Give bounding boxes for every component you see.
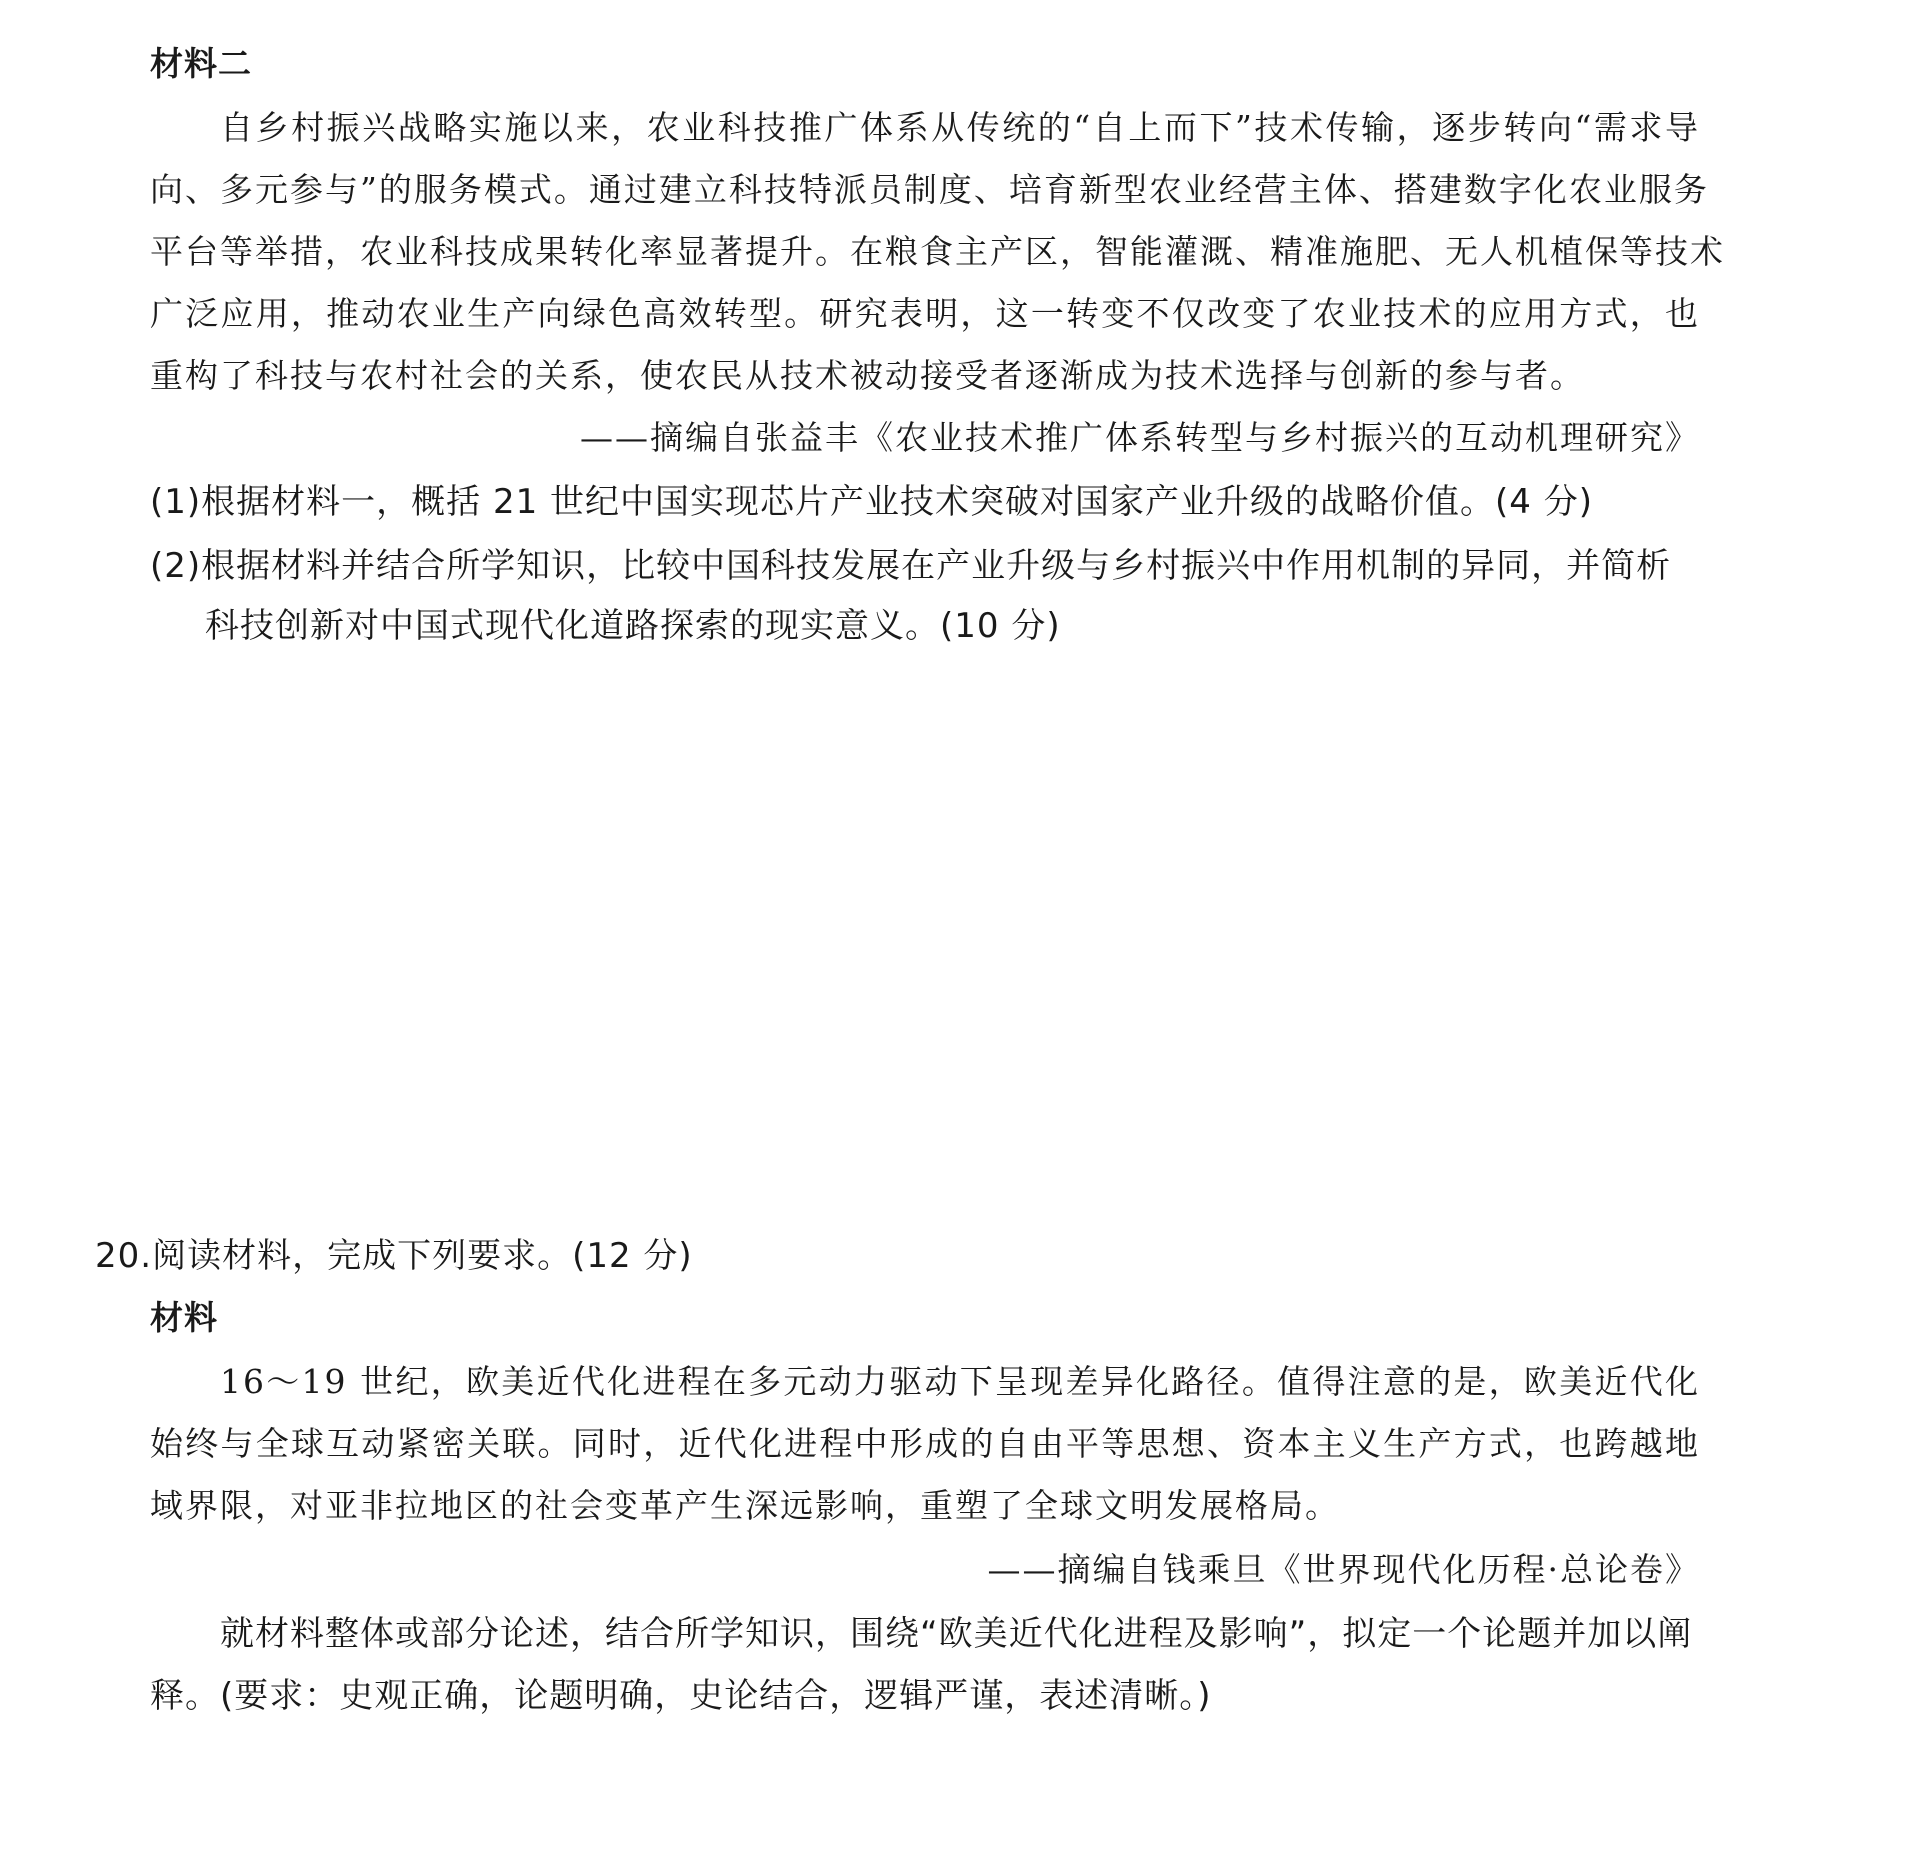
q20-material-line-2: 始终与全球互动紧密关联。同时，近代化进程中形成的自由平等思想、资本主义生产方式，也跨越地: [150, 1424, 1700, 1463]
q19-subquestion-1: (1)根据材料一，概括 21 世纪中国实现芯片产业技术突破对国家产业升级的战略价值。(4 分): [150, 482, 1594, 522]
q20-material-line-1: 16～19 世纪，欧美近代化进程在多元动力驱动下呈现差异化路径。值得注意的是，欧美近代化: [220, 1362, 1700, 1401]
q20-task-line-1: 就材料整体或部分论述，结合所学知识，围绕“欧美近代化进程及影响”，拟定一个论题并加以阐: [220, 1614, 1693, 1654]
material2-line-1: 自乡村振兴战略实施以来，农业科技推广体系从传统的“自上而下”技术传输，逐步转向“需求导: [220, 108, 1700, 147]
material2-source: ——摘编自张益丰《农业技术推广体系转型与乡村振兴的互动机理研究》: [580, 418, 1700, 457]
q19-subquestion-2-line-2: 科技创新对中国式现代化道路探索的现实意义。(10 分): [205, 606, 1061, 646]
q20-source: ——摘编自钱乘旦《世界现代化历程·总论卷》: [987, 1550, 1700, 1589]
q20-task-line-2: 释。(要求：史观正确，论题明确，史论结合，逻辑严谨，表述清晰。): [150, 1676, 1212, 1716]
q19-subquestion-2-line-1: (2)根据材料并结合所学知识，比较中国科技发展在产业升级与乡村振兴中作用机制的异同，并简析: [150, 546, 1672, 586]
material2-line-4: 广泛应用，推动农业生产向绿色高效转型。研究表明，这一转变不仅改变了农业技术的应用方式，也: [150, 294, 1700, 333]
material2-line-3: 平台等举措，农业科技成果转化率显著提升。在粮食主产区，智能灌溉、精准施肥、无人机植保等技术: [150, 232, 1725, 271]
q20-material-line-3: 域界限，对亚非拉地区的社会变革产生深远影响，重塑了全球文明发展格局。: [150, 1486, 1340, 1525]
material2-line-2: 向、多元参与”的服务模式。通过建立科技特派员制度、培育新型农业经营主体、搭建数字化农业服务: [150, 170, 1709, 209]
material2-heading: 材料二: [150, 44, 252, 83]
q20-title: 20.阅读材料，完成下列要求。(12 分): [95, 1236, 693, 1276]
q20-material-heading: 材料: [150, 1298, 218, 1337]
material2-line-5: 重构了科技与农村社会的关系，使农民从技术被动接受者逐渐成为技术选择与创新的参与者。: [150, 356, 1585, 395]
answer-space: [150, 680, 1700, 1200]
